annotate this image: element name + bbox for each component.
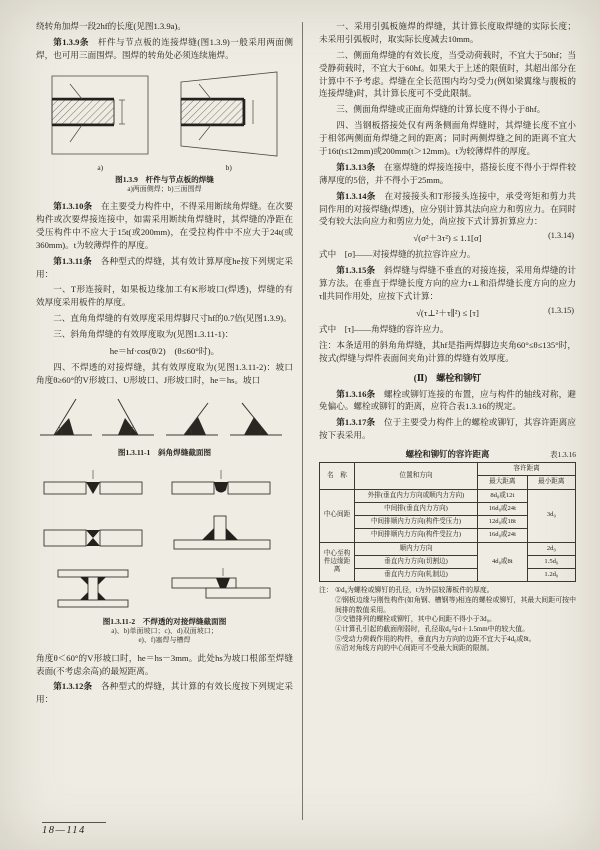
formula-text: √(τ⊥²＋τ∥²) ≤ [τ] [416,307,479,318]
table-row [320,542,576,555]
right-column [319,20,576,709]
formula-text: he＝hf·cos(θ/2) [109,346,166,357]
figure-1-3-11-2-sub2: e)、f)塞焊与槽焊 [138,636,191,645]
clause-number: 第1.3.9条 [53,36,89,47]
where-clause-15: 式中 [τ]——角焊缝的容许应力。 [319,323,449,334]
cell-min: 3d₀ [527,489,575,542]
cell-position: 中间排顺内力方向(构件受拉力) [355,529,478,542]
table-header-row [320,463,576,476]
clause-1-3-15 [319,264,576,303]
clause-text: 各种型式的焊缝，其计算的有效长度按下列规定采用： [36,681,293,705]
header-min: 最小距离 [527,476,575,489]
note-text: ③交错排列的螺栓或铆钉，其中心间距不得小于3d₀。 [335,616,496,624]
formula-1-3-14 [319,231,576,244]
table-row [320,555,576,568]
formula-1-3-15 [319,306,576,319]
cell-position: 外排(垂直内力方向或顺内力方向) [355,489,478,502]
clause-number: 第1.3.15条 [336,265,376,276]
figure-label-b: b) [225,162,232,172]
figure-1-3-11-1-caption: 图1.3.11-1 斜角焊缝截面图 [117,447,212,457]
clause-text: 位于主要受力构件上的螺栓或铆钉，其容许距离应按下表采用。 [319,417,576,441]
clause-number: 第1.3.16条 [336,388,376,399]
figure-1-3-11-2-sub1: a)、b)单面坡口；c)、d)双面坡口； [111,626,218,635]
header-name: 名 称 [320,463,355,489]
cell-position: 顺内力方向 [355,542,478,555]
table-title-row [319,448,576,460]
cell-max: 12d₀或18t [478,516,528,529]
cell-max: 16d₀或24t [478,502,528,515]
paragraph-groove-angle: 角度θ＜60°的V形坡口时，he＝hs－3mm。此处hs为坡口根部至焊缝表面(不考虑余高)的最短距离。 [36,652,293,676]
note-text: ⑤受动力荷载作用的构件，垂直内力方向的边距不宜大于4d₀或8t。 [335,635,536,643]
figure-1-3-11-2-caption: 图1.3.11-2 不焊透的对接焊缝截面图 [102,616,227,626]
figure-1-3-9-subcaption: a)两面侧焊；b)三面围焊 [127,184,202,193]
cell-max: 4d₀或8t [478,542,528,582]
table-row [320,569,576,582]
cell-max: 8d₀或12t [478,489,528,502]
list-item-1: 一、采用引弧板施焊的焊缝，其计算长度取焊缝的实际长度；未采用引弧板时，取实际长度减去10mm。 [319,21,576,44]
clause-1-3-10 [36,200,293,252]
list-item-3: 三、斜角角焊缝的有效厚度取为(见图1.3.11-1)： [53,329,234,340]
oblique-fillet-weld-sections [36,391,286,445]
clause-text: 各种型式的焊缝，其有效计算厚度he按下列规定采用： [36,255,293,279]
list-item-3: 三、侧面角焊缝或正面角焊缝的计算长度不得小于8hf。 [336,104,546,115]
columns [36,20,576,709]
cell-min: 1.2d₀ [527,569,575,582]
weld-diagram-side-welds [42,66,158,162]
clause-number: 第1.3.10条 [53,201,93,212]
clause-1-3-17 [319,416,576,442]
table-note [319,596,576,615]
clause-text: 螺栓或铆钉连接的布置，应与构件的轴线对称，避免偏心。螺栓或铆钉的距离，应符合表1.3.16的规定。 [319,388,576,412]
allowable-distance-table [319,462,576,582]
notes-label: 注： [319,587,333,595]
partial-penetration-weld-sections [36,464,286,614]
table-title: 螺栓和铆钉的容许距离 [405,450,490,460]
figure-1-3-9-a [42,66,158,172]
cell-min: 2d₀ [527,542,575,555]
list-item-1: 一、T形连接时，如果板边缘加工有K形坡口(焊透)，焊缝的有效厚度采用板件的厚度。 [36,284,293,308]
list-item-2: 二、直角角焊缝的有效厚度采用焊脚尺寸hf的0.7倍(见图1.3.9)。 [53,313,292,324]
table-notes [319,586,576,654]
clause-1-3-14 [319,190,576,229]
clause-number: 第1.3.13条 [336,161,376,172]
figure-1-3-9-caption: 图1.3.9 杆件与节点板的焊缝 [115,174,214,184]
table-note [319,586,576,596]
clause-text: 斜焊缝与焊缝不垂直的对接连接，采用角焊缝的计算方法。在垂直于焊缝长度方向的应力τ⊥和沿焊缝长度方向的应力τ∥共同作用处，应按下式计算： [319,265,576,302]
formula-he [36,344,293,357]
figure-1-3-9-diagrams [36,66,293,172]
list-item-2: 二、侧面角焊缝的有效长度，当受动荷载时，不宜大于50hf；当受静荷载时，不宜大于60hf。如果大于上述的限值时，其超出部分在计算中不予考虑。焊缝在全长范围内均匀受力(例如梁翼缘与腹板的连接焊缝)时，其计算长度可不受此限制。 [319,49,576,99]
where-clause-14: 式中 [σ]——对接焊缝的抗拉容许应力。 [319,249,476,260]
cell-position: 中间排(垂直内力方向) [355,502,478,515]
notes-spacer [319,615,335,625]
cell-position: 垂直内力方向(切割边) [355,555,478,568]
clause-number: 第1.3.14条 [336,190,376,201]
figure-1-3-11-1 [36,391,293,458]
notes-spacer [319,596,335,615]
note-text: ①d₀为螺栓或铆钉的孔径，t为外层较薄板件的厚度。 [335,587,494,595]
header-position: 位置和方向 [355,463,478,489]
table-note [319,635,576,645]
cell-position: 中间排顺内力方向(构件受压力) [355,516,478,529]
clause-1-3-11 [36,255,293,281]
list-item-4: 四、不焊透的对接焊缝，其有效厚度取为(见图1.3.11-2)：坡口角度θ≥60°的V形坡口、U形坡口、J形坡口时，he＝hs。坡口 [36,362,293,385]
table-number: 表1.3.16 [550,450,576,460]
list-item-4: 四、当钢板搭接处仅有两条侧面角焊缝时，其焊缝长度不宜小于相邻两侧面角焊缝之间的距离；同时两侧焊缝之间的距离不宜大于16t(t≤12mm)或200mm(t＞12mm)。t为较薄焊件的厚度。 [319,120,576,157]
clause-1-3-13 [319,161,576,187]
table-note [319,644,576,654]
clause-number: 第1.3.12条 [53,681,93,692]
formula-condition: (θ≤60°时)。 [165,346,220,357]
clause-text: 在对接接头和T形接头连接中，承受弯矩和剪力共同作用的对接焊缝(焊透)，应分别计算其法向应力和剪应力。在同时受有较大法向应力和剪应力处，尚应按下式计算折算应力： [319,190,576,227]
clause-1-3-12 [36,680,293,706]
equation-number: (1.3.15) [548,305,574,315]
note-text: ④计算孔引起的截面削弱时，孔径取d₀与d＋1.5mm中的较大值。 [335,625,529,633]
figure-1-3-11-2 [36,464,293,646]
header-max: 最大距离 [478,476,528,489]
table-row [320,489,576,502]
cell-min: 1.5d₀ [527,555,575,568]
cell-name: 中心至构件边缘距离 [320,542,355,582]
clause-1-3-16 [319,388,576,414]
page-number: 18—114 [42,822,106,836]
formula-text: √(σ²＋3τ²) ≤ 1.1[σ] [413,233,482,244]
header-allowable: 容许距离 [478,463,576,476]
note-text: ⑥沿对角线方向的中心间距可不受最大间距的限制。 [335,645,494,653]
clause-1-3-9 [36,36,293,62]
figure-label-a: a) [97,162,104,172]
clause-text: 杆件与节点板的连接焊缝(图1.3.9)一般采用两面侧焊，也可用三面围焊。围焊的转角处必须连续施焊。 [36,36,293,60]
weld-diagram-all-around [171,66,287,162]
cell-position: 垂直内力方向(轧制边) [355,569,478,582]
clause-number: 第1.3.11条 [53,255,92,266]
figure-1-3-9-b [171,66,287,172]
notes-spacer [319,625,335,635]
clause-text: 在塞焊缝的焊接连接中，搭接长度不得小于焊件较薄厚度的5倍，并不得小于25mm。 [319,161,576,185]
clause-text: 在主要受力构件中，不得采用断续角焊缝。在次要构件或次要焊接连接中，如需采用断续角焊缝时，其焊缝的净距在受压构件中不应大于15t(或200mm)，在受拉构件中不应大于24t(或360mm)。t为较薄焊件的厚度。 [36,201,293,250]
figure-1-3-9 [36,66,293,194]
paragraph-continuation: 绕转角加焊一段2hf的长度(见图1.3.9a)。 [36,21,186,31]
left-column [36,20,293,709]
equation-number: (1.3.14) [548,231,574,241]
notes-spacer [319,635,335,645]
table-note [319,615,576,625]
note-1-3-15: 注：本条适用的斜角角焊缝，其hf是指两焊脚边夹角60°≤θ≤135°时，按式(焊缝与焊件表面间夹角)计算的焊缝有效厚度。 [319,339,576,363]
clause-number: 第1.3.17条 [336,417,376,428]
cell-max: 16d₀或24t [478,529,528,542]
note-text: ②钢板边缘与刚性构件(如角钢、槽钢等)相连的螺栓或铆钉，其最大间距可按中间排的数值采用。 [335,596,576,614]
section-heading-bolts-rivets: (Ⅱ) 螺栓和铆钉 [413,372,482,383]
notes-spacer [319,644,335,654]
cell-name: 中心间距 [320,489,355,542]
table-note [319,625,576,635]
